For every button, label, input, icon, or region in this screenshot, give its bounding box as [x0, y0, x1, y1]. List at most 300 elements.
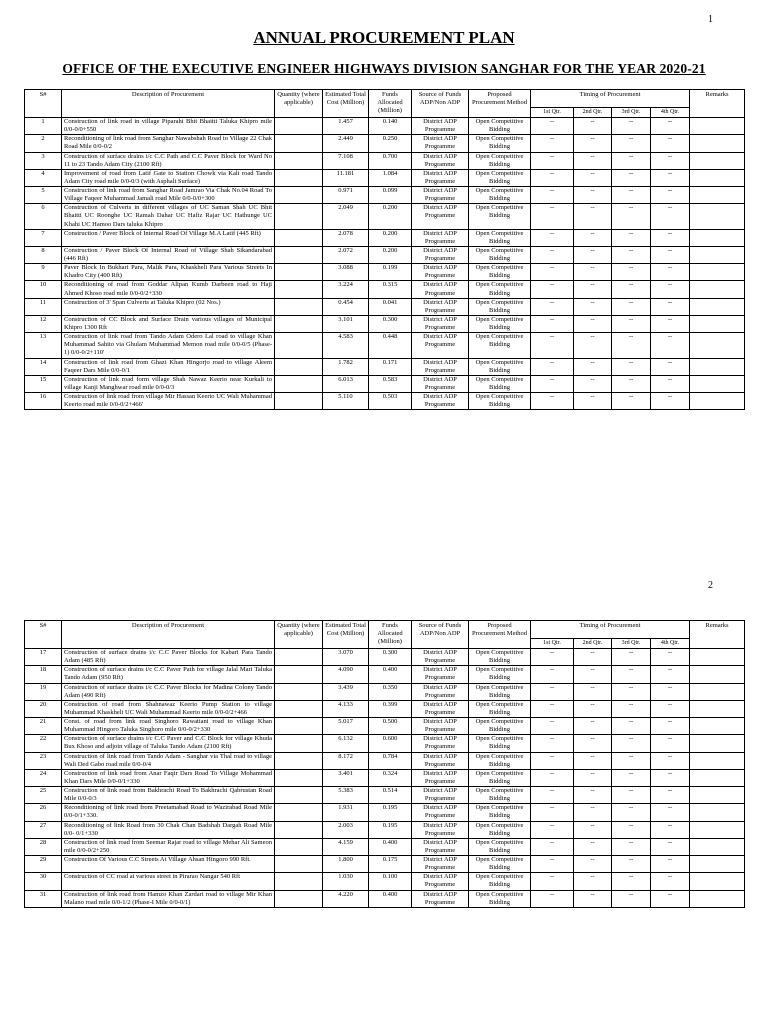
cell-sno: 6	[25, 204, 62, 229]
cell-q2: --	[574, 873, 612, 890]
table-row	[25, 735, 745, 752]
cell-description: Construction of surface drains i/c C.C Paver and C.C Block for village Khuda Bux Khoso and adjoin village of Taluka Tando Adam (2100 Rft)	[62, 735, 275, 752]
cell-funds-allocated: 0.300	[369, 315, 412, 332]
cell-source-of-funds: District ADP Programme	[412, 666, 469, 683]
cell-sno: 11	[25, 298, 62, 315]
cell-description: Reconditioning of link road from Preetamabad Road to Wazirabad Road Mile 0/0-0/1+330.	[62, 804, 275, 821]
cell-q4: --	[651, 856, 690, 873]
header-procurement-method: Proposed Procurement Method	[469, 90, 531, 118]
page-number: 1	[708, 14, 713, 25]
cell-sno: 20	[25, 700, 62, 717]
cell-estimated-cost: 11.181	[323, 169, 369, 186]
cell-q4: --	[651, 821, 690, 838]
cell-q2: --	[574, 333, 612, 358]
cell-q2: --	[574, 375, 612, 392]
table-row	[25, 358, 745, 375]
cell-remarks	[690, 358, 745, 375]
cell-remarks	[690, 315, 745, 332]
cell-sno: 16	[25, 393, 62, 410]
cell-procurement-method: Open Competitive Bidding	[469, 204, 531, 229]
cell-q1: --	[531, 118, 574, 135]
header-funds-allocated: Funds Allocated (Million)	[369, 90, 412, 118]
cell-q4: --	[651, 769, 690, 786]
cell-estimated-cost: 3.070	[323, 649, 369, 666]
cell-sno: 21	[25, 718, 62, 735]
cell-q3: --	[612, 298, 651, 315]
cell-quantity	[275, 804, 323, 821]
cell-q2: --	[574, 769, 612, 786]
cell-q4: --	[651, 700, 690, 717]
cell-source-of-funds: District ADP Programme	[412, 204, 469, 229]
cell-q2: --	[574, 838, 612, 855]
cell-sno: 26	[25, 804, 62, 821]
cell-source-of-funds: District ADP Programme	[412, 856, 469, 873]
cell-quantity	[275, 821, 323, 838]
cell-description: Construction of surface drains i/c C.C Path and C.C Paver Block for Ward No 11 to 23 Tando Adam City (2100 Rft)	[62, 152, 275, 169]
cell-q4: --	[651, 187, 690, 204]
cell-q2: --	[574, 315, 612, 332]
cell-q4: --	[651, 358, 690, 375]
cell-description: Construction of link road from Sanghar Road Jamrao Via Chak No.04 Road To Village Faqeer Muhammad Jamali road Mile 0/0-0/0+300	[62, 187, 275, 204]
cell-q2: --	[574, 718, 612, 735]
cell-procurement-method: Open Competitive Bidding	[469, 375, 531, 392]
cell-source-of-funds: District ADP Programme	[412, 169, 469, 186]
cell-q3: --	[612, 315, 651, 332]
cell-q1: --	[531, 683, 574, 700]
header-q4: 4th Qtr.	[651, 108, 690, 118]
cell-q4: --	[651, 281, 690, 298]
cell-q3: --	[612, 229, 651, 246]
cell-sno: 29	[25, 856, 62, 873]
cell-description: Construction of surface drains i/c C.C Paver Blocks for Madina Colony Tando Adam (490 Rft)	[62, 683, 275, 700]
table-row	[25, 315, 745, 332]
cell-q2: --	[574, 281, 612, 298]
cell-quantity	[275, 649, 323, 666]
cell-q4: --	[651, 683, 690, 700]
cell-q4: --	[651, 804, 690, 821]
cell-source-of-funds: District ADP Programme	[412, 229, 469, 246]
cell-q3: --	[612, 281, 651, 298]
cell-estimated-cost: 4.220	[323, 890, 369, 907]
cell-quantity	[275, 187, 323, 204]
cell-procurement-method: Open Competitive Bidding	[469, 358, 531, 375]
cell-q4: --	[651, 298, 690, 315]
cell-funds-allocated: 0.324	[369, 769, 412, 786]
table-row	[25, 264, 745, 281]
cell-q1: --	[531, 358, 574, 375]
cell-q1: --	[531, 821, 574, 838]
cell-source-of-funds: District ADP Programme	[412, 890, 469, 907]
cell-q1: --	[531, 375, 574, 392]
cell-q4: --	[651, 787, 690, 804]
cell-remarks	[690, 187, 745, 204]
cell-remarks	[690, 298, 745, 315]
cell-sno: 1	[25, 118, 62, 135]
cell-description: Construction / Paver Block Of Internal Road of Village Shah Sikandarabad (446 Rft)	[62, 246, 275, 263]
cell-funds-allocated: 0.195	[369, 804, 412, 821]
cell-q1: --	[531, 752, 574, 769]
header-q2: 2nd Qtr.	[574, 108, 612, 118]
cell-q1: --	[531, 333, 574, 358]
cell-procurement-method: Open Competitive Bidding	[469, 752, 531, 769]
cell-q4: --	[651, 246, 690, 263]
cell-quantity	[275, 264, 323, 281]
cell-sno: 19	[25, 683, 62, 700]
cell-description: Construction of link road in village Piparahi Bhit Bhaitti Taluka Khipro mile 0/0-0/0+550	[62, 118, 275, 135]
cell-q3: --	[612, 333, 651, 358]
cell-q1: --	[531, 856, 574, 873]
cell-quantity	[275, 735, 323, 752]
table-row	[25, 246, 745, 263]
cell-funds-allocated: 0.250	[369, 135, 412, 152]
cell-q1: --	[531, 787, 574, 804]
cell-q4: --	[651, 649, 690, 666]
cell-funds-allocated: 0.350	[369, 683, 412, 700]
cell-description: Construction of link road from village Mir Hassan Keerio UC Wali Muhammad Keerio road mile 0/0-0/2+466'	[62, 393, 275, 410]
cell-q2: --	[574, 135, 612, 152]
cell-quantity	[275, 769, 323, 786]
cell-source-of-funds: District ADP Programme	[412, 787, 469, 804]
cell-q3: --	[612, 838, 651, 855]
table-row	[25, 229, 745, 246]
cell-q2: --	[574, 187, 612, 204]
cell-procurement-method: Open Competitive Bidding	[469, 718, 531, 735]
cell-q2: --	[574, 298, 612, 315]
cell-funds-allocated: 0.041	[369, 298, 412, 315]
cell-sno: 8	[25, 246, 62, 263]
cell-q2: --	[574, 246, 612, 263]
cell-remarks	[690, 718, 745, 735]
cell-quantity	[275, 752, 323, 769]
cell-remarks	[690, 169, 745, 186]
cell-sno: 13	[25, 333, 62, 358]
cell-procurement-method: Open Competitive Bidding	[469, 281, 531, 298]
cell-description: Construction of surface drains i/c C.C Paver Path for village Jalal Mari Taluka Tando Adam (950 Rft)	[62, 666, 275, 683]
cell-source-of-funds: District ADP Programme	[412, 135, 469, 152]
cell-funds-allocated: 0.583	[369, 375, 412, 392]
cell-remarks	[690, 333, 745, 358]
cell-sno: 22	[25, 735, 62, 752]
cell-q4: --	[651, 838, 690, 855]
cell-q3: --	[612, 787, 651, 804]
cell-funds-allocated: 1.084	[369, 169, 412, 186]
cell-q3: --	[612, 375, 651, 392]
cell-q1: --	[531, 169, 574, 186]
cell-quantity	[275, 683, 323, 700]
table-row	[25, 281, 745, 298]
table-row	[25, 169, 745, 186]
cell-quantity	[275, 246, 323, 263]
cell-sno: 24	[25, 769, 62, 786]
cell-estimated-cost: 1.457	[323, 118, 369, 135]
table-row	[25, 204, 745, 229]
cell-description: Paver Block In Bukhari Para, Malik Para, Khaskheli Para Various Streets In Khadro City (400 Rft)	[62, 264, 275, 281]
cell-q1: --	[531, 735, 574, 752]
cell-estimated-cost: 8.172	[323, 752, 369, 769]
cell-remarks	[690, 873, 745, 890]
header-estimated-cost: Estimated Total Cost (Million)	[323, 90, 369, 118]
cell-source-of-funds: District ADP Programme	[412, 718, 469, 735]
cell-q3: --	[612, 804, 651, 821]
cell-procurement-method: Open Competitive Bidding	[469, 229, 531, 246]
cell-procurement-method: Open Competitive Bidding	[469, 700, 531, 717]
cell-q3: --	[612, 358, 651, 375]
cell-funds-allocated: 0.200	[369, 246, 412, 263]
cell-q3: --	[612, 246, 651, 263]
cell-q3: --	[612, 169, 651, 186]
cell-description: Improvement of road from Latif Gate to Station Chowk via Kali road Tando Adam City road mile 0/0-0/3 (with Asphalt Surface)	[62, 169, 275, 186]
cell-procurement-method: Open Competitive Bidding	[469, 666, 531, 683]
table-row	[25, 135, 745, 152]
cell-remarks	[690, 229, 745, 246]
cell-source-of-funds: District ADP Programme	[412, 264, 469, 281]
cell-remarks	[690, 666, 745, 683]
cell-quantity	[275, 666, 323, 683]
cell-quantity	[275, 118, 323, 135]
cell-description: Construction of link road from Seemar Rajar road to village Mehar Ali Sameon mile 0/0-0/2+250	[62, 838, 275, 855]
cell-description: Reconditioning of link road from Sanghar Nawabshah Road to Village 22 Chak Road Mile 0/0-0/2	[62, 135, 275, 152]
cell-q3: --	[612, 393, 651, 410]
cell-quantity	[275, 229, 323, 246]
cell-funds-allocated: 0.200	[369, 204, 412, 229]
header-q3: 3rd Qtr.	[612, 108, 651, 118]
cell-q1: --	[531, 700, 574, 717]
table-row	[25, 375, 745, 392]
cell-q3: --	[612, 700, 651, 717]
table-row	[25, 649, 745, 666]
header-q1: 1st Qtr.	[531, 108, 574, 118]
cell-quantity	[275, 169, 323, 186]
cell-funds-allocated: 0.400	[369, 890, 412, 907]
cell-estimated-cost: 4.090	[323, 666, 369, 683]
cell-quantity	[275, 700, 323, 717]
header-description: Description of Procurement	[62, 621, 275, 649]
cell-q1: --	[531, 804, 574, 821]
cell-q4: --	[651, 890, 690, 907]
cell-q1: --	[531, 298, 574, 315]
cell-quantity	[275, 393, 323, 410]
header-timing: Timing of Procurement	[531, 90, 690, 108]
cell-q2: --	[574, 264, 612, 281]
cell-quantity	[275, 375, 323, 392]
cell-estimated-cost: 4.159	[323, 838, 369, 855]
cell-q2: --	[574, 118, 612, 135]
cell-q4: --	[651, 152, 690, 169]
cell-estimated-cost: 5.383	[323, 787, 369, 804]
cell-remarks	[690, 649, 745, 666]
cell-remarks	[690, 118, 745, 135]
cell-estimated-cost: 4.133	[323, 700, 369, 717]
cell-q3: --	[612, 718, 651, 735]
cell-source-of-funds: District ADP Programme	[412, 358, 469, 375]
cell-quantity	[275, 787, 323, 804]
table-row	[25, 118, 745, 135]
cell-source-of-funds: District ADP Programme	[412, 752, 469, 769]
cell-source-of-funds: District ADP Programme	[412, 735, 469, 752]
cell-remarks	[690, 804, 745, 821]
cell-remarks	[690, 856, 745, 873]
cell-q3: --	[612, 769, 651, 786]
procurement-table-page-1	[24, 89, 745, 410]
cell-funds-allocated: 0.200	[369, 229, 412, 246]
cell-q2: --	[574, 152, 612, 169]
cell-q1: --	[531, 873, 574, 890]
page-number-2: 2	[708, 580, 713, 591]
table-row	[25, 873, 745, 890]
cell-funds-allocated: 0.503	[369, 393, 412, 410]
cell-sno: 15	[25, 375, 62, 392]
cell-q4: --	[651, 873, 690, 890]
cell-estimated-cost: 1.030	[323, 873, 369, 890]
cell-procurement-method: Open Competitive Bidding	[469, 169, 531, 186]
cell-procurement-method: Open Competitive Bidding	[469, 264, 531, 281]
cell-quantity	[275, 838, 323, 855]
cell-q2: --	[574, 666, 612, 683]
cell-remarks	[690, 204, 745, 229]
table-row	[25, 700, 745, 717]
cell-funds-allocated: 0.099	[369, 187, 412, 204]
cell-quantity	[275, 281, 323, 298]
cell-q3: --	[612, 683, 651, 700]
cell-remarks	[690, 769, 745, 786]
cell-description: Reconditioning of link Road from 30 Chak Chan Badshah Dargah Road Mile 0/0- 0/1+330	[62, 821, 275, 838]
cell-procurement-method: Open Competitive Bidding	[469, 118, 531, 135]
cell-procurement-method: Open Competitive Bidding	[469, 804, 531, 821]
cell-estimated-cost: 2.078	[323, 229, 369, 246]
cell-remarks	[690, 683, 745, 700]
header-quantity: Quantity (where applicable)	[275, 90, 323, 118]
cell-estimated-cost: 5.017	[323, 718, 369, 735]
cell-q3: --	[612, 752, 651, 769]
cell-source-of-funds: District ADP Programme	[412, 281, 469, 298]
header-estimated-cost: Estimated Total Cost (Million)	[323, 621, 369, 649]
cell-q1: --	[531, 838, 574, 855]
cell-funds-allocated: 0.199	[369, 264, 412, 281]
cell-q2: --	[574, 229, 612, 246]
cell-remarks	[690, 152, 745, 169]
cell-q3: --	[612, 135, 651, 152]
cell-procurement-method: Open Competitive Bidding	[469, 838, 531, 855]
cell-source-of-funds: District ADP Programme	[412, 838, 469, 855]
cell-q3: --	[612, 264, 651, 281]
cell-procurement-method: Open Competitive Bidding	[469, 769, 531, 786]
cell-q3: --	[612, 873, 651, 890]
table-row	[25, 333, 745, 358]
document-title: ANNUAL PROCUREMENT PLAN	[253, 28, 515, 47]
cell-q2: --	[574, 735, 612, 752]
table-row	[25, 890, 745, 907]
cell-procurement-method: Open Competitive Bidding	[469, 735, 531, 752]
cell-estimated-cost: 0.454	[323, 298, 369, 315]
cell-q3: --	[612, 856, 651, 873]
cell-estimated-cost: 6.132	[323, 735, 369, 752]
cell-procurement-method: Open Competitive Bidding	[469, 333, 531, 358]
header-source-of-funds: Source of Funds ADP/Non ADP	[412, 621, 469, 649]
cell-description: Construction of CC Block and Surface Drain various villages of Municipal Khipro 1300 Rft	[62, 315, 275, 332]
cell-estimated-cost: 2.049	[323, 204, 369, 229]
cell-estimated-cost: 7.108	[323, 152, 369, 169]
procurement-table-page-2	[24, 620, 745, 908]
table-row	[25, 187, 745, 204]
cell-estimated-cost: 2.449	[323, 135, 369, 152]
table-row	[25, 752, 745, 769]
table-row	[25, 393, 745, 410]
cell-estimated-cost: 1.782	[323, 358, 369, 375]
cell-q3: --	[612, 735, 651, 752]
cell-source-of-funds: District ADP Programme	[412, 187, 469, 204]
cell-description: Construction of link road from Hamzo Khan Zardari road to village Mir Khan Malano road mile 0/0-1/2 (Phase-I Mile 0/0-0/1)	[62, 890, 275, 907]
cell-remarks	[690, 700, 745, 717]
cell-q4: --	[651, 264, 690, 281]
cell-procurement-method: Open Competitive Bidding	[469, 856, 531, 873]
cell-quantity	[275, 204, 323, 229]
cell-sno: 14	[25, 358, 62, 375]
cell-source-of-funds: District ADP Programme	[412, 315, 469, 332]
cell-procurement-method: Open Competitive Bidding	[469, 187, 531, 204]
cell-procurement-method: Open Competitive Bidding	[469, 298, 531, 315]
cell-quantity	[275, 152, 323, 169]
cell-estimated-cost: 2.072	[323, 246, 369, 263]
cell-source-of-funds: District ADP Programme	[412, 873, 469, 890]
cell-description: Construction Of Various C.C Streets At Village Ahsan Hingoro 990 Rft.	[62, 856, 275, 873]
cell-sno: 23	[25, 752, 62, 769]
cell-estimated-cost: 4.583	[323, 333, 369, 358]
cell-quantity	[275, 358, 323, 375]
cell-sno: 17	[25, 649, 62, 666]
cell-q2: --	[574, 204, 612, 229]
table-row	[25, 838, 745, 855]
cell-description: Construction of Culverts in different villages of UC Saman Shah UC Bhit Bhaitti UC Roonghe UC Ramah Dahar UC Hafiz Rajar UC Hathunge UC Khahi UC Hamoo Dars taluka Khipro	[62, 204, 275, 229]
cell-sno: 5	[25, 187, 62, 204]
cell-source-of-funds: District ADP Programme	[412, 804, 469, 821]
cell-sno: 7	[25, 229, 62, 246]
table-row	[25, 298, 745, 315]
cell-source-of-funds: District ADP Programme	[412, 649, 469, 666]
table-row	[25, 718, 745, 735]
cell-q4: --	[651, 393, 690, 410]
cell-q1: --	[531, 769, 574, 786]
cell-estimated-cost: 6.013	[323, 375, 369, 392]
cell-remarks	[690, 821, 745, 838]
cell-quantity	[275, 856, 323, 873]
cell-description: Reconditioning of road from Goddar Alipan Kumb Darbeen road to Haji Ahmed Khoso road mile 0/0-0/2+330	[62, 281, 275, 298]
cell-q4: --	[651, 735, 690, 752]
header-quantity: Quantity (where applicable)	[275, 621, 323, 649]
cell-funds-allocated: 0.300	[369, 649, 412, 666]
header-procurement-method: Proposed Procurement Method	[469, 621, 531, 649]
cell-sno: 28	[25, 838, 62, 855]
cell-funds-allocated: 0.315	[369, 281, 412, 298]
cell-sno: 3	[25, 152, 62, 169]
cell-q2: --	[574, 700, 612, 717]
header-funds-allocated: Funds Allocated (Million)	[369, 621, 412, 649]
cell-procurement-method: Open Competitive Bidding	[469, 246, 531, 263]
cell-remarks	[690, 393, 745, 410]
cell-funds-allocated: 0.195	[369, 821, 412, 838]
cell-source-of-funds: District ADP Programme	[412, 333, 469, 358]
cell-quantity	[275, 873, 323, 890]
cell-procurement-method: Open Competitive Bidding	[469, 890, 531, 907]
cell-q1: --	[531, 890, 574, 907]
cell-q1: --	[531, 135, 574, 152]
cell-q3: --	[612, 204, 651, 229]
cell-q2: --	[574, 787, 612, 804]
header-sno: S#	[25, 90, 62, 118]
cell-q1: --	[531, 246, 574, 263]
cell-sno: 12	[25, 315, 62, 332]
cell-procurement-method: Open Competitive Bidding	[469, 393, 531, 410]
cell-q4: --	[651, 315, 690, 332]
